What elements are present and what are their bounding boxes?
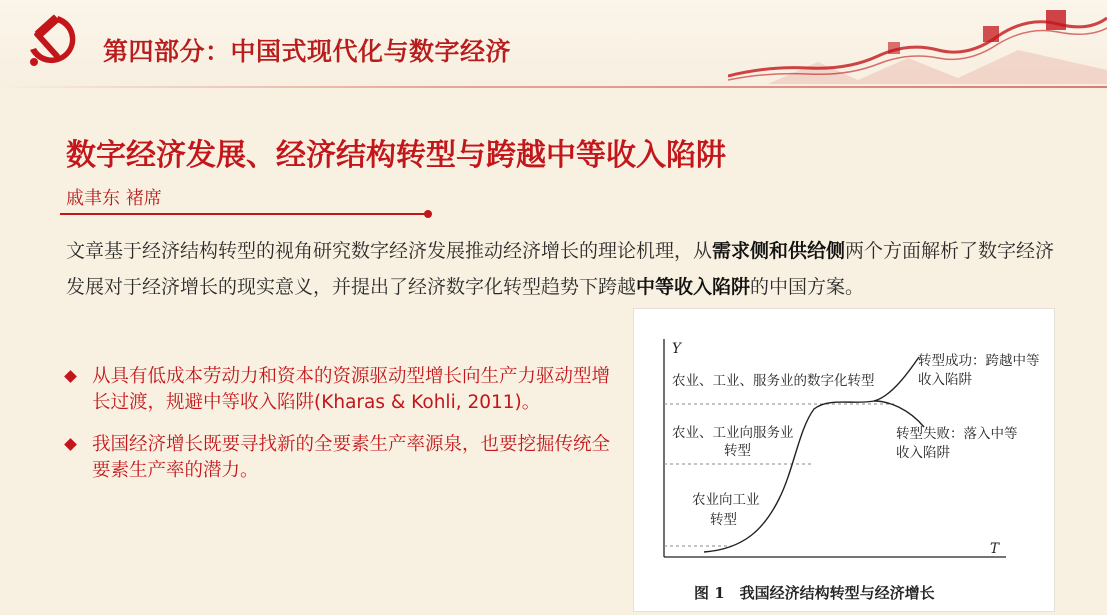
- section-title: 第四部分：中国式现代化与数字经济: [103, 37, 512, 66]
- failure-label-1: 转型失败：落入中等: [896, 426, 1018, 442]
- stage1-label-2: 转型: [710, 512, 737, 528]
- stage2-label-1: 农业、工业向服务业: [672, 425, 794, 441]
- figure-diagram: [634, 309, 1054, 611]
- slide-header: [0, 0, 1107, 88]
- abstract-emphasis: 中等收入陷阱: [636, 276, 751, 298]
- bullet-list: [66, 364, 626, 500]
- author-divider-dot: [424, 210, 432, 218]
- abstract-paragraph: [66, 233, 1066, 305]
- stage2-label-2: 转型: [724, 443, 751, 459]
- authors: 戚聿东 褚席: [66, 188, 162, 209]
- bullet-item: [66, 364, 626, 416]
- bullet-item: [66, 432, 626, 484]
- failure-curve: [874, 401, 924, 427]
- slide-title: 数字经济发展、经济结构转型与跨越中等收入陷阱: [66, 138, 726, 173]
- structural-transformation-figure: [633, 308, 1055, 612]
- abstract-text: 的中国方案。: [750, 276, 865, 298]
- great-wall-icon: [728, 6, 1107, 84]
- success-label-1: 转型成功：跨越中等: [918, 353, 1040, 369]
- hammer-sickle-icon: [20, 8, 88, 76]
- y-axis-label: Y: [672, 341, 681, 357]
- abstract-text: 文章基于经济结构转型的视角研究数字经济发展推动经济增长的理论机理，从: [66, 240, 713, 262]
- stage3-label: 农业、工业、服务业的数字化转型: [672, 373, 875, 389]
- failure-label-2: 收入陷阱: [896, 445, 950, 461]
- bullet-text: 从具有低成本劳动力和资本的资源驱动型增长向生产力驱动型增长过渡，规避中等收入陷阱(Kharas & Kohli, 2011)。: [92, 366, 611, 413]
- figure-caption: 图 1 我国经济结构转型与经济增长: [694, 584, 935, 602]
- header-divider: [0, 86, 1107, 88]
- bullet-text: 我国经济增长既要寻找新的全要素生产率源泉，也要挖掘传统全要素生产率的潜力。: [92, 434, 611, 481]
- x-axis-label: T: [990, 541, 1000, 557]
- diamond-bullet-icon: [64, 370, 77, 383]
- success-label-2: 收入陷阱: [918, 372, 972, 388]
- abstract-text: 两个方面解析了数字经济发展对于经济增长的现实意义，并提出了经济数字化转型趋势下跨越: [66, 240, 1055, 298]
- diamond-bullet-icon: [64, 438, 77, 451]
- abstract-emphasis: 需求侧和供给侧: [712, 240, 846, 262]
- author-divider: [60, 213, 426, 215]
- stage1-label-1: 农业向工业: [692, 492, 760, 508]
